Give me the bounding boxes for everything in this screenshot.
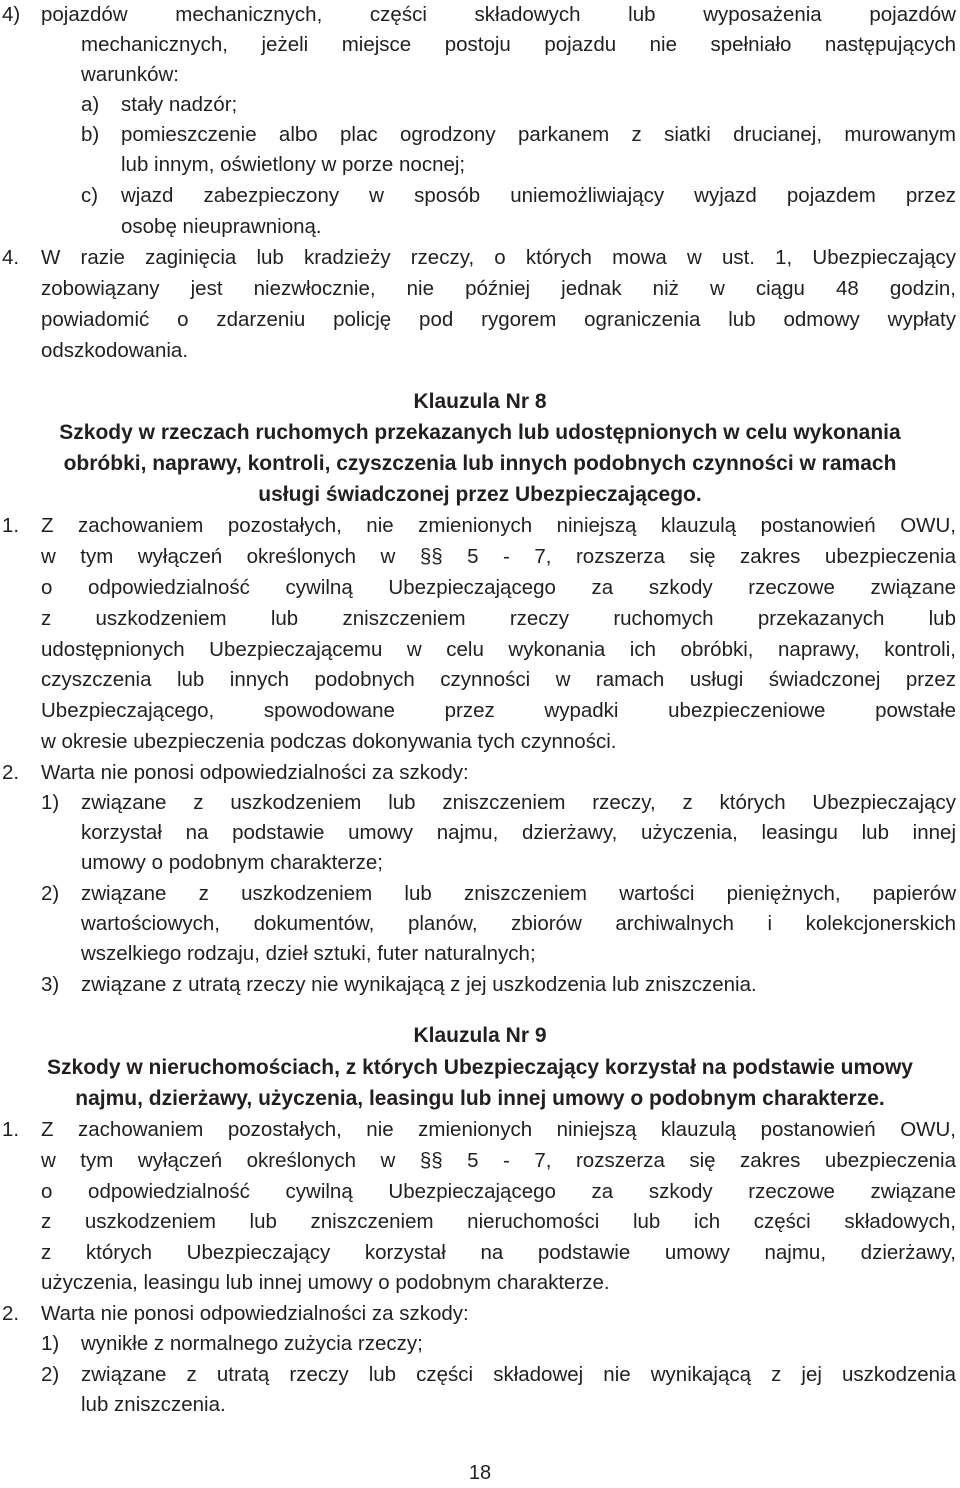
text-line: o odpowiedzialność cywilną Ubezpieczającego za szkody rzeczowe związane [41,1180,956,1203]
text-line: z uszkodzeniem lub zniszczeniem nieruchomości lub ich części składowych, [41,1210,956,1233]
sub-item-line [0,181,960,211]
text-line: wjazd zabezpieczony w sposób uniemożliwiający wyjazd pojazdem przez [121,184,956,207]
text-line: Ubezpieczającego, spowodowane przez wypadki ubezpieczeniowe powstałe [41,699,956,722]
text-line: związane z uszkodzeniem lub zniszczeniem wartości pieniężnych, papierów [81,882,956,905]
list-item-line [0,970,960,1000]
text-line: użyczenia, leasingu lub innej umowy o podobnym charakterze. [41,1271,610,1294]
page-number: 18 [468,1462,492,1484]
text-line: w tym wyłączeń określonych w §§ 5 - 7, rozszerza się zakres ubezpieczenia [41,1149,956,1172]
paragraph-line [0,665,960,695]
paragraph-line [0,635,960,665]
list-number: 2) [41,1363,60,1386]
list-number: 1) [41,791,60,814]
paragraph-number: 1. [2,1118,20,1141]
text-line: Z zachowaniem pozostałych, nie zmienionych niniejszą klauzulą postanowień OWU, [41,514,956,537]
list-item-line [0,30,960,60]
text-line: osobę nieuprawnioną. [121,215,322,238]
paragraph-line [0,727,960,757]
text-line: Warta nie ponosi odpowiedzialności za szkody: [41,1302,469,1325]
text-line: stały nadzór; [121,93,238,116]
paragraph-line [0,604,960,634]
paragraph-line [0,274,960,304]
text-line: w tym wyłączeń określonych w §§ 5 - 7, rozszerza się zakres ubezpieczenia [41,545,956,568]
clause-8-subtitle-line: Szkody w rzeczach ruchomych przekazanych lub udostępnionych w celu wykonania [59,421,901,444]
clause-8-subtitle-line: usługi świadczonej przez Ubezpieczającego. [258,483,702,506]
list-item-line [0,1329,960,1359]
paragraph-line [0,1207,960,1237]
paragraph-line [0,243,960,273]
list-item-line [0,939,960,969]
text-line: Warta nie ponosi odpowiedzialności za szkody: [41,761,469,784]
paragraph-line [0,1238,960,1268]
paragraph-line [0,696,960,726]
text-line: odszkodowania. [41,339,189,362]
text-line: udostępnionych Ubezpieczającemu w celu wykonania ich obróbki, naprawy, kontroli, [41,638,956,661]
list-item-line [0,60,960,90]
text-line: o odpowiedzialność cywilną Ubezpieczającego za szkody rzeczowe związane [41,576,956,599]
text-line: korzystał na podstawie umowy najmu, dzierżawy, użyczenia, leasingu lub innej [81,821,956,844]
paragraph-number: 2. [2,761,20,784]
text-line: lub zniszczenia. [81,1393,226,1416]
list-item-line [0,818,960,848]
text-line: w okresie ubezpieczenia podczas dokonywania tych czynności. [41,730,617,753]
paragraph-number: 1. [2,514,20,537]
text-line: warunków: [81,63,179,86]
list-number: 3) [41,973,60,996]
clause-8-subtitle-line: obróbki, naprawy, kontroli, czyszczenia lub innych podobnych czynności w ramach [63,452,897,475]
sub-item-line [0,120,960,150]
list-number: 1) [41,1332,60,1355]
text-line: mechanicznych, jeżeli miejsce postoju pojazdu nie spełniało następujących [81,33,956,56]
clause-9-subtitle-line: najmu, dzierżawy, użyczenia, leasingu lub innej umowy o podobnym charakterze. [75,1087,885,1110]
text-line: z uszkodzeniem lub zniszczeniem rzeczy ruchomych przekazanych lub [41,607,956,630]
text-line: W razie zaginięcia lub kradzieży rzeczy, o których mowa w ust. 1, Ubezpieczający [41,246,956,269]
list-item-line [0,1390,960,1420]
paragraph-line [0,305,960,335]
list-number: 2) [41,882,60,905]
list-item-line [0,848,960,878]
sub-item-letter: a) [81,93,100,116]
clause-9-subtitle-line: Szkody w nieruchomościach, z których Ubezpieczający korzystał na podstawie umowy [47,1056,913,1079]
text-line: zobowiązany jest niezwłocznie, nie później jednak niż w ciągu 48 godzin, [41,277,956,300]
paragraph-line [0,1268,960,1298]
sub-item-letter: c) [81,184,99,207]
paragraph-number: 4. [2,246,20,269]
paragraph-line [0,573,960,603]
list-number: 4) [2,3,21,26]
list-item-line [0,788,960,818]
text-line: z których Ubezpieczający korzystał na podstawie umowy najmu, dzierżawy, [41,1241,956,1264]
text-line: związane z utratą rzeczy nie wynikającą z jej uszkodzenia lub zniszczenia. [81,973,757,996]
text-line: pomieszczenie albo plac ogrodzony parkanem z siatki drucianej, murowanym [121,123,956,146]
text-line: lub innym, oświetlony w porze nocnej; [121,153,466,176]
text-line: wartościowych, dokumentów, planów, zbiorów archiwalnych i kolekcjonerskich [81,912,956,935]
paragraph-line [0,1115,960,1145]
sub-item-line [0,212,960,242]
clause-9-title: Klauzula Nr 9 [413,1024,547,1047]
clause-8-title: Klauzula Nr 8 [413,390,547,413]
paragraph-line [0,542,960,572]
text-line: powiadomić o zdarzeniu policję pod rygorem ograniczenia lub odmowy wypłaty [41,308,956,331]
sub-item-letter: b) [81,123,100,146]
list-item-line [0,1360,960,1390]
list-item-line [0,879,960,909]
text-line: związane z utratą rzeczy lub części składowej nie wynikającą z jej uszkodzenia [81,1363,956,1386]
paragraph-line [0,1146,960,1176]
text-line: czyszczenia lub innych podobnych czynności w ramach usługi świadczonej przez [41,668,956,691]
text-line: pojazdów mechanicznych, części składowych lub wyposażenia pojazdów [41,3,956,26]
paragraph-line [0,758,960,788]
text-line: Z zachowaniem pozostałych, nie zmienionych niniejszą klauzulą postanowień OWU, [41,1118,956,1141]
text-line: umowy o podobnym charakterze; [81,851,383,874]
text-line: wszelkiego rodzaju, dzieł sztuki, futer naturalnych; [81,942,536,965]
text-line: wynikłe z normalnego zużycia rzeczy; [81,1332,423,1355]
paragraph-line [0,336,960,366]
paragraph-line [0,1299,960,1329]
list-item-line [0,0,960,30]
list-item-line [0,909,960,939]
sub-item-line [0,150,960,180]
paragraph-line [0,1177,960,1207]
paragraph-number: 2. [2,1302,20,1325]
text-line: związane z uszkodzeniem lub zniszczeniem rzeczy, z których Ubezpieczający [81,791,956,814]
paragraph-line [0,511,960,541]
sub-item-line [0,90,960,120]
